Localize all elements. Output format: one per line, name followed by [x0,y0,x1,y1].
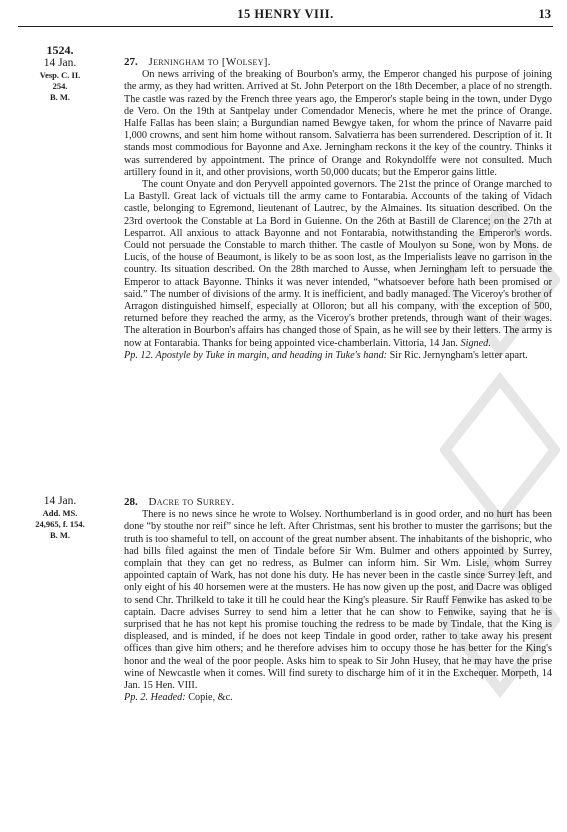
margin-ref: 254. [52,81,68,91]
entry-27 [124,56,552,362]
entry-27-margin [6,44,114,103]
entry-note [124,350,552,362]
paragraph-text: The count Onyate and don Peryvell appointed governors. The 21st the prince of Orange marched to La Bastyll. Great lack of victuals till the army came to Fontarabia. Accounts of the taking of Vidach castle, belonging to Egremond, lieutenant of Lautrec, by the Almaines. Its situation described. On the 23rd overtook the Constable at La Bord in Guienne. On the 26th at Bastill de Clarence; on the 27th at Lesparrot. All anxious to attack Bayonne and not Fontarabia, notwithstanding the Emperor's words. Could not persuade the Constable to march thither. The castle of Moulyon su Sone, won by Mons. de Lucis, of the house of Beaumont, is likely to be as soon lost, as the Imperialists leave no garrison in the country. Its situation described. On the 28th marched to Ausse, when Jerningham left to persuade the Emperor to attack Bayonne. Thinks it was never intended, “whatsoever before hath been promised or said.” The number of divisions of the army. It is inefficient, and badly managed. The Viceroy's brother of Arragon distinguished himself, especially at Olloron; but all his company, with the exception of 500, returned before they reached the army, as the Viceroy's brother pretends, through want of their wages. The alteration in Bourbon's affairs has changed those of Spain, as he will see by their letters. The army is now at Fontarabia. Thanks for being appointed vice-chamberlain. Vittoria, 14 Jan. [124,179,552,349]
entry-number: 28. [124,496,138,508]
entry-title: Dacre to Surrey. [148,496,235,508]
margin-ref: B. M. [49,530,71,540]
note-plain: Copie, &c. [188,692,233,704]
entry-paragraph [124,179,552,350]
margin-ref: B. M. [49,92,71,102]
note-plain: Sir Ric. Jernyngham's letter apart. [389,349,528,361]
entry-paragraph: There is no news since he wrote to Wolsey. Northumberland is in good order, and no hurt has been done “by stouthe nor reif” since he left. After Christmas, sent his brother to muster the garrisons; but the truth is too shameful to tell, on account of the great number absent. The inhabitants of the bishopric, who had bills filed against the men of Tindale before Sir Wm. Bulmer and others appointed by Surrey, complain that they can get no redress, as Bulmer can inform him. Sir Wm. Lisle, whom Surrey appointed captain of Wark, has not done his duty. He has never been in the castle since Surrey left, and only eight of his 40 horsemen were at the musters. He has now given up the post, and Dacre was obliged to send Chr. Thrilkeld to take it till he could hear the King's pleasure. Sir Rauff Fenwike has asked to be captain. Dacre advises Surrey to send him a letter that he can show to Fenwike, saying that he is surprised that he has not kept his promise touching the redress to be made by Tindale, that the King is displeased, and is minded, if he does not keep Tindale in good order, rather to take away his present offices than give him others; and he therefore advises him to occupy those he has better for the King's honor and the weal of the poor people. Asks him to speak to Sir John Husey, that he may have the prise wine of Newcastle when it comes. Will find surety to discharge him of it in the Exchequer. Morpeth, 14 Jan. 15 Hen. VIII. [124,509,552,692]
running-title: 15 HENRY VIII. [237,7,334,21]
signed-text: Signed. [460,337,491,349]
entry-paragraph: On news arriving of the breaking of Bourbon's army, the Emperor changed his purpose of joining the army, as they had written. Arrived at St. John Peterport on the 18th December, a place of no strength. The castle was razed by the French three years ago, the Emperor's staple being in the town, under Dygo de Vero. On the 19th at Santpelay under Comendador Menecis, where he met the prince of Orange. Halfe Fallas has been slain; a Burgundian named Bewgye taken, for whom the prince of Navarre paid 1,000 crowns, and sent him home without ransom. Salvatierra has been surrendered. Description of it. It stands most commodious for Bayonne and Axe. Jerningham reckons it the key of the country. Thinks it was surrendered by appointment. The prince of Orange and Rokyndolffe were not consulted. Much artillery found in it, and other provisions, worth 50,000 ducats; but the Emperor gains little. [124,69,552,178]
running-header [18,4,553,27]
note-italic: Pp. 12. Apostyle by Tuke in margin, and heading in Tuke's hand: [124,349,388,361]
margin-date: 14 Jan. [43,57,77,69]
margin-date: 14 Jan. [43,495,77,507]
margin-ref: Add. MS. [42,508,78,518]
entry-note [124,692,552,704]
entry-heading [124,56,552,68]
entry-heading [124,496,552,508]
entry-28 [124,496,552,704]
entry-title: Jerningham to [Wolsey]. [148,56,271,68]
margin-ref: 24,965, f. 154. [35,519,85,529]
margin-ref: Vesp. C. II. [39,70,81,80]
entry-28-margin [6,495,114,541]
note-italic: Pp. 2. Headed: [124,692,186,704]
page-number: 13 [538,7,551,21]
entry-number: 27. [124,56,138,68]
margin-year: 1524. [46,43,74,57]
